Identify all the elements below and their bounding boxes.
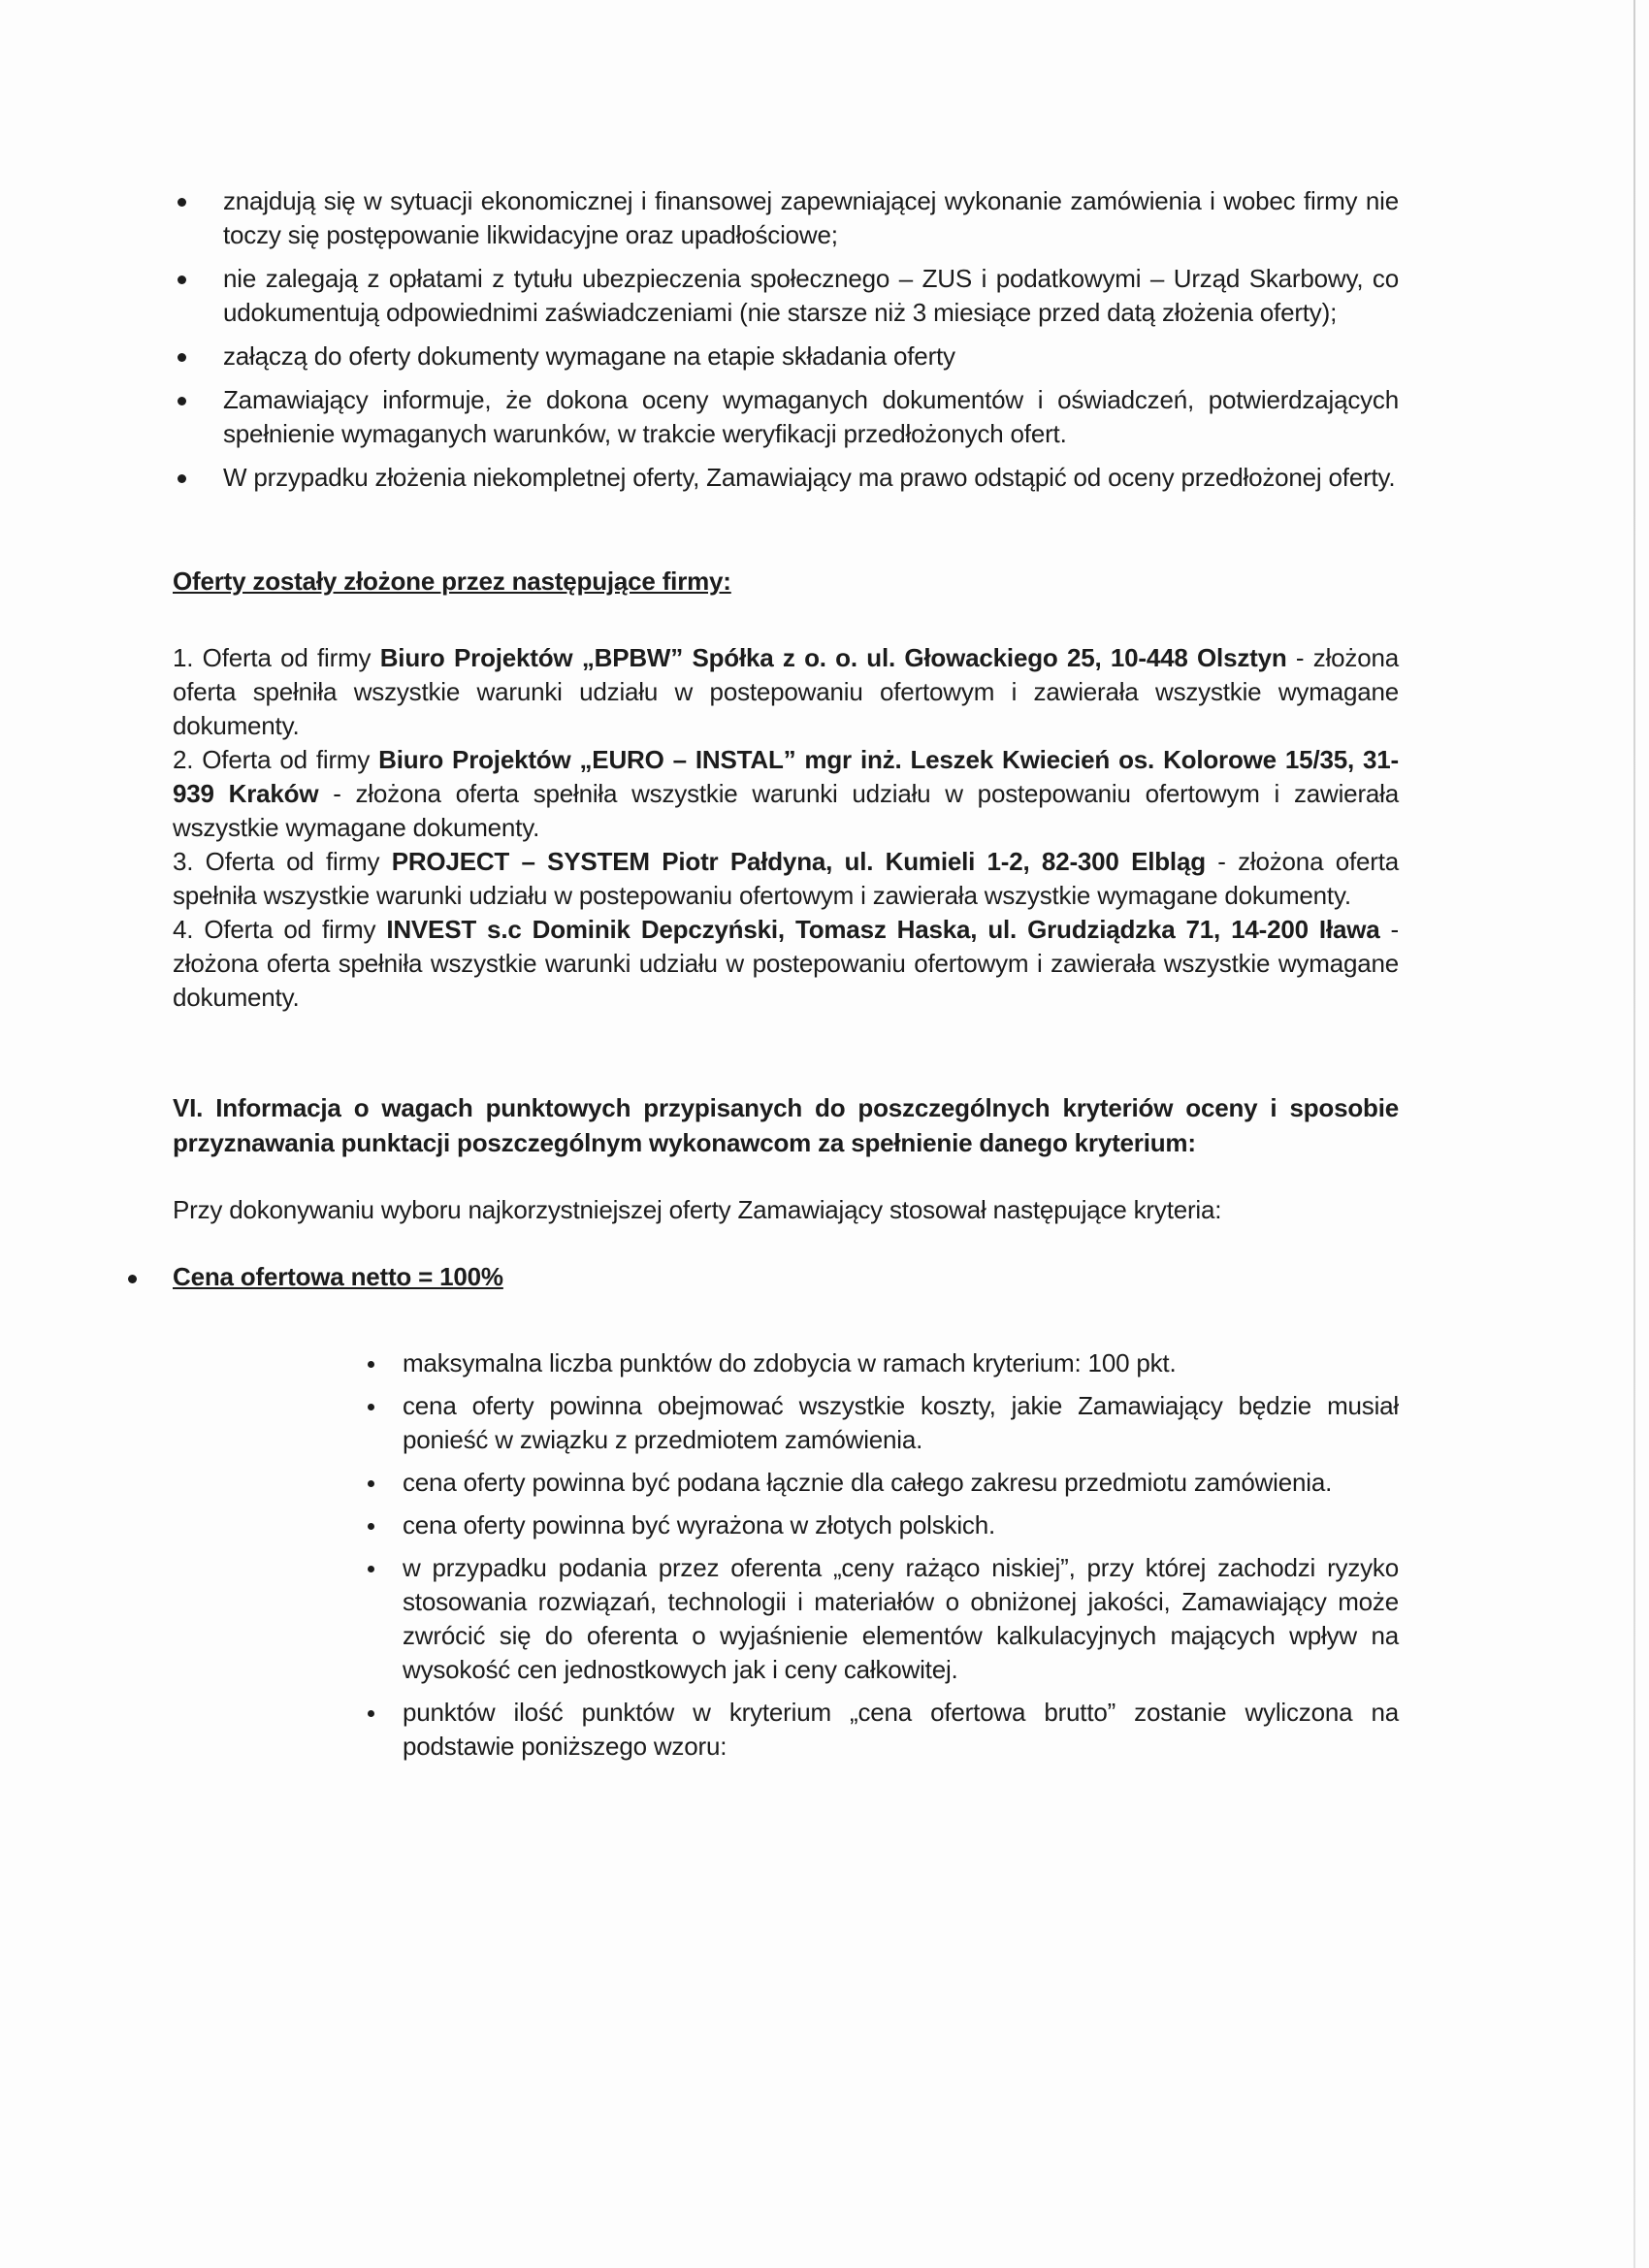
offer-firm: INVEST s.c Dominik Depczyński, Tomasz Haska, ul. Grudziądzka 71, 14-200 Iława [386, 915, 1380, 944]
offer-firm: PROJECT – SYSTEM Piotr Pałdyna, ul. Kumieli 1-2, 82-300 Elbląg [391, 847, 1206, 876]
offer-item [173, 743, 1399, 845]
list-item: załączą do oferty dokumenty wymagane na etapie składania oferty [173, 340, 1399, 373]
list-item: znajdują się w sytuacji ekonomicznej i finansowej zapewniającej wykonanie zamówienia i wobec firmy nie toczy się postępowanie likwidacyjne oraz upadłościowe; [173, 184, 1399, 252]
criterion-bullets [173, 1346, 1399, 1764]
list-item: W przypadku złożenia niekompletnej oferty, Zamawiający ma prawo odstąpić od oceny przedłożonej oferty. [173, 461, 1399, 495]
list-item: maksymalna liczba punktów do zdobycia w ramach kryterium: 100 pkt. [364, 1346, 1399, 1380]
offer-suffix: - złożona oferta spełniła wszystkie warunki udziału w postepowaniu ofertowym i zawierała wszystkie wymagane dokumenty. [173, 847, 1399, 910]
list-item: cena oferty powinna obejmować wszystkie koszty, jakie Zamawiający będzie musiał ponieść w związku z przedmiotem zamówienia. [364, 1389, 1399, 1457]
document-content [173, 184, 1399, 1772]
offer-item [173, 913, 1399, 1015]
offer-item [173, 641, 1399, 743]
offers-list [173, 641, 1399, 1015]
offer-suffix: - złożona oferta spełniła wszystkie warunki udziału w postepowaniu ofertowym i zawierała wszystkie wymagane dokumenty. [173, 643, 1399, 740]
offer-prefix: 1. Oferta od firmy [173, 643, 380, 672]
scan-edge [1633, 0, 1635, 2268]
requirements-list [173, 184, 1399, 495]
list-item: cena oferty powinna być wyrażona w złotych polskich. [364, 1508, 1399, 1542]
offer-suffix: - złożona oferta spełniła wszystkie warunki udziału w postepowaniu ofertowym i zawierała wszystkie wymagane dokumenty. [173, 915, 1399, 1012]
list-item: punktów ilość punktów w kryterium „cena ofertowa brutto” zostanie wyliczona na podstawie poniższego wzoru: [364, 1696, 1399, 1764]
offer-firm: Biuro Projektów „EURO – INSTAL” mgr inż. Leszek Kwiecień os. Kolorowe 15/35, 31-939 Kraków [173, 745, 1399, 808]
offers-heading: Oferty zostały złożone przez następujące firmy: [173, 567, 731, 596]
list-item: w przypadku podania przez oferenta „ceny rażąco niskiej”, przy której zachodzi ryzyko stosowania rozwiązań, technologii i materiałów o obniżonej jakości, Zamawiający może zwrócić się do oferenta o wyjaśnienie elementów kalkulacyjnych mających wpływ na wysokość cen jednostkowych jak i ceny całkowitej. [364, 1551, 1399, 1687]
criteria-intro: Przy dokonywaniu wyboru najkorzystniejszej oferty Zamawiający stosował następujące kryteria: [173, 1195, 1222, 1224]
offer-suffix: - złożona oferta spełniła wszystkie warunki udziału w postepowaniu ofertowym i zawierała wszystkie wymagane dokumenty. [173, 779, 1399, 842]
criterion-heading: Cena ofertowa netto = 100% [173, 1260, 1399, 1294]
list-item: cena oferty powinna być podana łącznie dla całego zakresu przedmiotu zamówienia. [364, 1466, 1399, 1500]
offer-prefix: 4. Oferta od firmy [173, 915, 387, 944]
offer-prefix: 3. Oferta od firmy [173, 847, 392, 876]
offer-firm: Biuro Projektów „BPBW” Spółka z o. o. ul. Głowackiego 25, 10-448 Olsztyn [379, 643, 1287, 672]
offer-prefix: 2. Oferta od firmy [173, 745, 379, 774]
list-item: Zamawiający informuje, że dokona oceny wymaganych dokumentów i oświadczeń, potwierdzających spełnienie wymaganych warunków, w trakcie weryfikacji przedłożonych ofert. [173, 383, 1399, 451]
section-vi-heading: VI. Informacja o wagach punktowych przypisanych do poszczególnych kryteriów oceny i sposobie przyznawania punktacji poszczególnym wykonawcom za spełnienie danego kryterium: [173, 1093, 1399, 1157]
list-item: nie zalegają z opłatami z tytułu ubezpieczenia społecznego – ZUS i podatkowymi – Urząd Skarbowy, co udokumentują odpowiednimi zaświadczeniami (nie starsze niż 3 miesiące przed datą złożenia oferty); [173, 262, 1399, 330]
offer-item [173, 845, 1399, 913]
